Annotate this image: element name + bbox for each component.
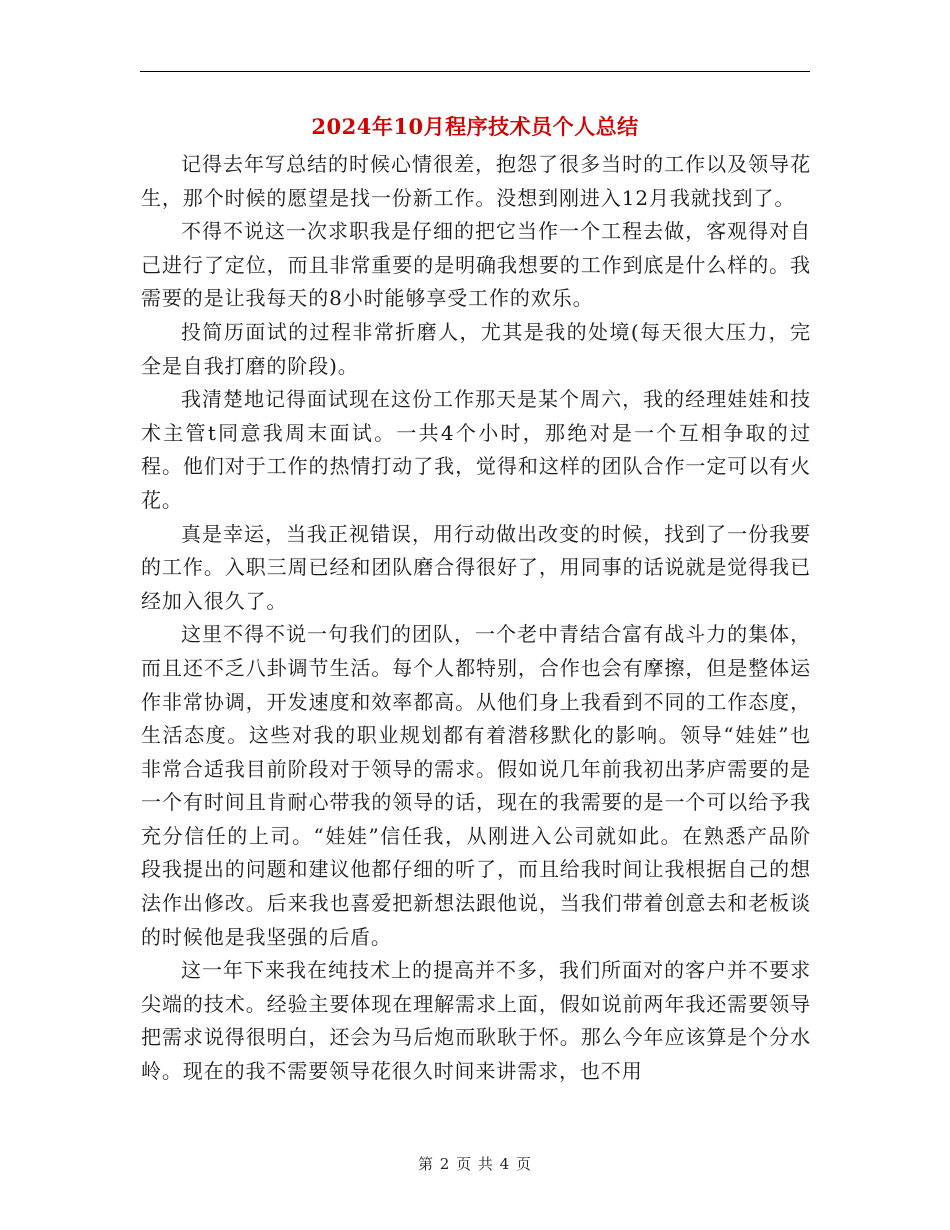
paragraph: 这一年下来我在纯技术上的提高并不多，我们所面对的客户并不要求尖端的技术。经验主要体现在理解需求上面，假如说前两年我还需要领导把需求说得很明白，还会为马后炮而耿耿于怀。那么今年应该算是个分水岭。现在的我不需要领导花很久时间来讲需求，也不用 (141, 958, 811, 1084)
page-footer (0, 1152, 950, 1176)
paragraph: 真是幸运，当我正视错误，用行动做出改变的时候，找到了一份我要的工作。入职三周已经和团队磨合得很好了，用同事的话说就是觉得我已经加入很久了。 (141, 521, 811, 613)
paragraph: 记得去年写总结的时候心情很差，抱怨了很多当时的工作以及领导花生，那个时候的愿望是找一份新工作。没想到刚进入12月我就找到了。 (141, 152, 811, 210)
document-title: 2024年10月程序技术员个人总结 (311, 114, 639, 139)
paragraph: 我清楚地记得面试现在这份工作那天是某个周六，我的经理娃娃和技术主管t同意我周末面试。一共4个小时，那绝对是一个互相争取的过程。他们对于工作的热情打动了我，觉得和这样的团队合作一定可以有火花。 (141, 387, 811, 512)
document-body (141, 148, 811, 1089)
page-number: 第 2 页 共 4 页 (418, 1155, 532, 1173)
paragraph: 投简历面试的过程非常折磨人，尤其是我的处境(每天很大压力，完全是自我打磨的阶段)。 (141, 319, 811, 378)
paragraph: 这里不得不说一句我们的团队，一个老中青结合富有战斗力的集体，而且还不乏八卦调节生活。每个人都特别，合作也会有摩擦，但是整体运作非常协调，开发速度和效率都高。从他们身上我看到不同的工作态度，生活态度。这些对我的职业规划都有着潜移默化的影响。领导“娃娃”也非常合适我目前阶段对于领导的需求。假如说几年前我初出茅庐需要的是一个有时间且肯耐心带我的领导的话，现在的我需要的是一个可以给予我充分信任的上司。“娃娃”信任我，从刚进入公司就如此。在熟悉产品阶段我提出的问题和建议他都仔细的听了，而且给我时间让我根据自己的想法作出修改。后来我也喜爱把新想法跟他说，当我们带着创意去和老板谈的时候他是我坚强的后盾。 (141, 622, 811, 949)
header-rule (140, 71, 810, 72)
paragraph: 不得不说这一次求职我是仔细的把它当作一个工程去做，客观得对自己进行了定位，而且非常重要的是明确我想要的工作到底是什么样的。我需要的是让我每天的8小时能够享受工作的欢乐。 (141, 219, 811, 311)
